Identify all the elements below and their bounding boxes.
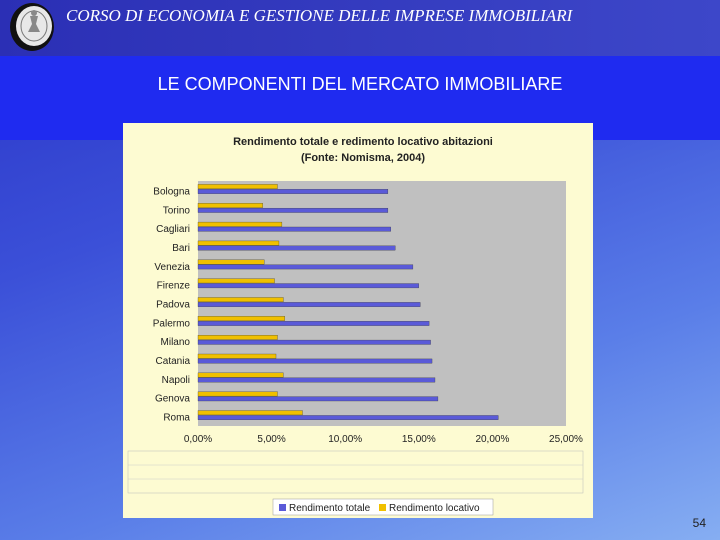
bar-total-cagliari: [198, 227, 391, 231]
category-label-catania: Catania: [155, 356, 190, 368]
legend-swatch-total: [279, 504, 286, 511]
x-tick-label: 0,00%: [183, 434, 213, 445]
bar-total-roma: [198, 415, 498, 419]
bar-locative-napoli: [198, 373, 283, 377]
bar-locative-cagliari: [198, 222, 282, 226]
bar-locative-padova: [198, 297, 283, 301]
slide-header: [0, 0, 720, 56]
x-tick-label: 20,00%: [475, 434, 510, 445]
category-label-milano: Milano: [160, 337, 190, 349]
x-tick-label: 15,00%: [401, 434, 436, 445]
bar-locative-palermo: [198, 316, 285, 320]
bar-locative-bologna: [198, 184, 277, 188]
x-tick-label: 5,00%: [257, 434, 286, 445]
bar-chart: [123, 123, 593, 518]
category-label-bologna: Bologna: [153, 186, 190, 198]
category-label-palermo: Palermo: [152, 318, 190, 330]
bar-locative-catania: [198, 354, 276, 358]
legend-swatch-locative: [379, 504, 386, 511]
category-label-padova: Padova: [156, 299, 190, 311]
bar-locative-bari: [198, 241, 279, 245]
category-label-firenze: Firenze: [156, 280, 190, 292]
category-label-napoli: Napoli: [161, 374, 190, 386]
bar-total-bologna: [198, 189, 388, 193]
category-label-genova: Genova: [154, 393, 190, 405]
bar-locative-genova: [198, 392, 277, 396]
bar-total-milano: [198, 340, 431, 344]
x-tick-label: 25,00%: [549, 434, 583, 445]
bar-total-padova: [198, 302, 420, 306]
bar-locative-torino: [198, 203, 263, 207]
bar-total-bari: [198, 246, 395, 250]
category-label-venezia: Venezia: [154, 261, 190, 273]
chart-legend: [273, 499, 493, 515]
bar-locative-milano: [198, 335, 277, 339]
legend-label-locative: Rendimento locativo: [389, 503, 480, 514]
bar-total-torino: [198, 208, 388, 212]
bar-total-palermo: [198, 321, 429, 325]
course-title: CORSO DI ECONOMIA E GESTIONE DELLE IMPRESE IMMOBILIARI: [66, 6, 573, 25]
bar-locative-venezia: [198, 260, 264, 264]
x-tick-label: 10,00%: [328, 434, 363, 445]
bar-total-napoli: [198, 378, 435, 382]
chart-subtitle: (Fonte: Nomisma, 2004): [300, 152, 426, 164]
bar-total-venezia: [198, 265, 413, 269]
data-table-placeholder: [128, 451, 583, 493]
bar-total-genova: [198, 397, 438, 401]
bar-locative-roma: [198, 411, 303, 415]
page-number: 54: [692, 516, 706, 530]
category-label-cagliari: Cagliari: [156, 224, 190, 236]
category-label-torino: Torino: [162, 205, 190, 217]
legend-label-total: Rendimento totale: [289, 503, 371, 514]
category-label-bari: Bari: [172, 242, 190, 254]
chart-panel: [123, 123, 593, 518]
university-seal-icon: [6, 2, 54, 52]
slide-title: LE COMPONENTI DEL MERCATO IMMOBILIARE: [157, 74, 563, 94]
bar-total-firenze: [198, 284, 419, 288]
chart-title: Rendimento totale e redimento locativo abitazioni: [233, 136, 493, 148]
bar-total-catania: [198, 359, 432, 363]
category-label-roma: Roma: [163, 412, 190, 424]
bar-locative-firenze: [198, 279, 275, 283]
